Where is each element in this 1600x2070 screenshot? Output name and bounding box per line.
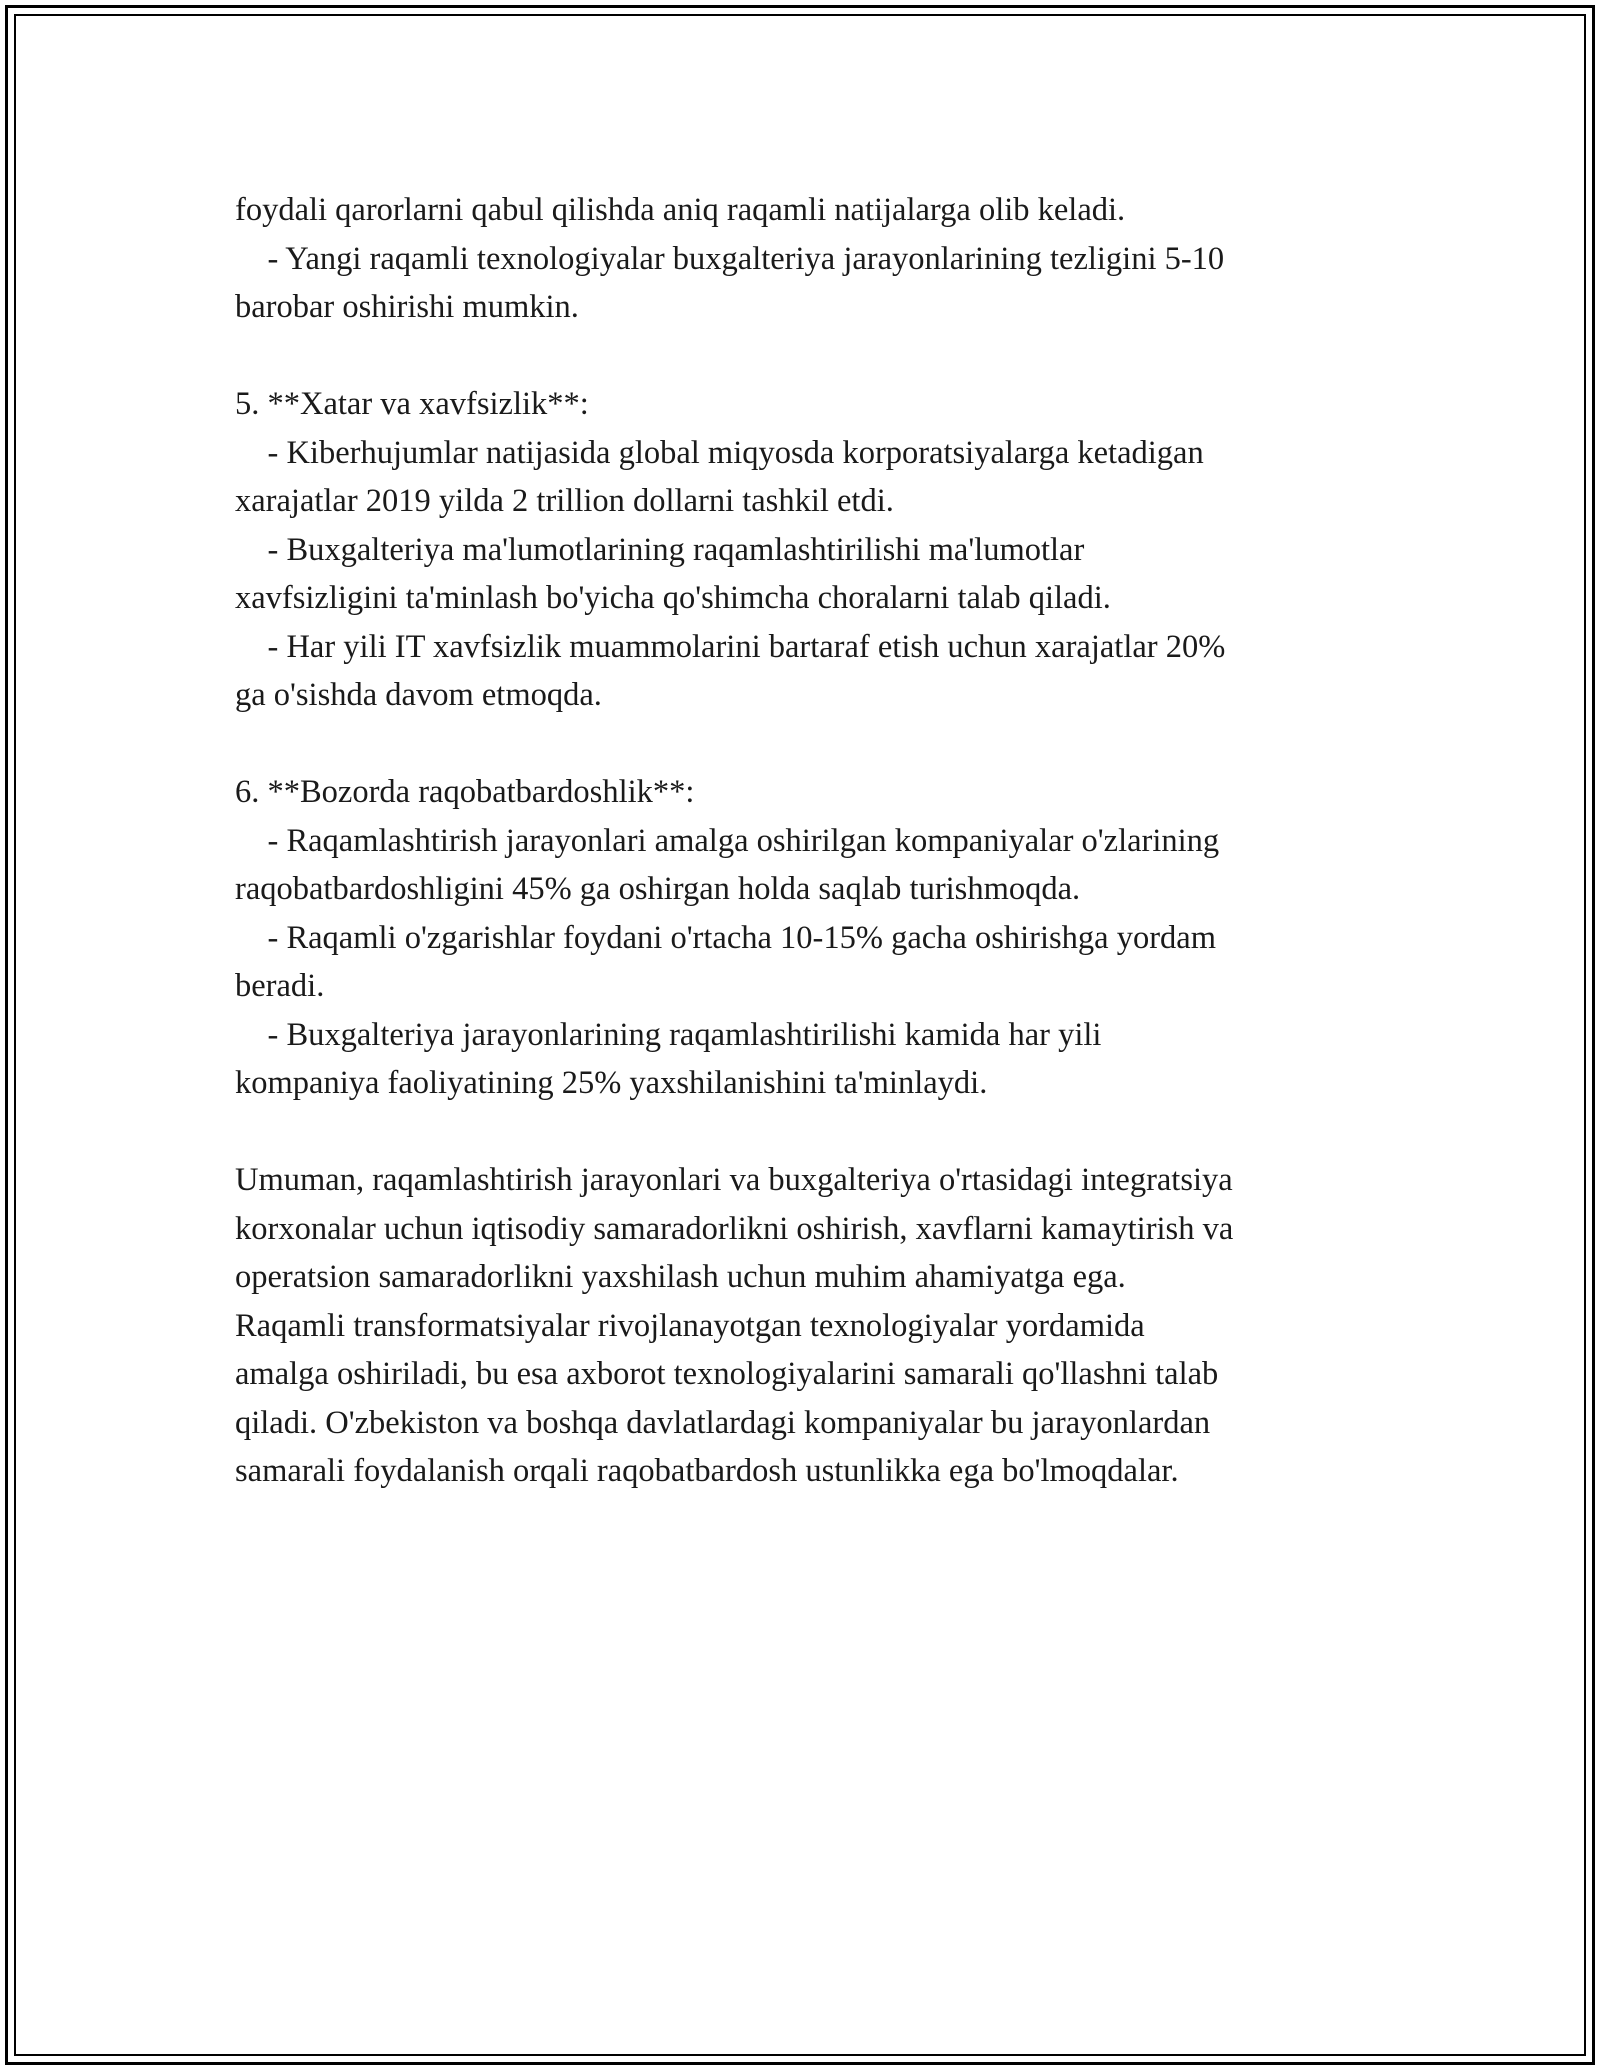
text-line: xarajatlar 2019 yilda 2 trillion dollarni tashkil etdi. <box>235 483 894 519</box>
text-line: - Raqamli o'zgarishlar foydani o'rtacha 10-15% gacha oshirishga yordam <box>235 919 1216 956</box>
text-line: 5. **Xatar va xavfsizlik**: <box>235 386 589 422</box>
text-line: korxonalar uchun iqtisodiy samaradorlikni oshirish, xavflarni kamaytirish va <box>235 1210 1234 1247</box>
text-line: foydali qarorlarni qabul qilishda aniq raqamli natijalarga olib keladi. <box>235 192 1126 228</box>
blank-line <box>235 1108 1385 1157</box>
text-line: qiladi. O'zbekiston va boshqa davlatlardagi kompaniyalar bu jarayonlardan <box>235 1404 1211 1441</box>
text-line: operatsion samaradorlikni yaxshilash uchun muhim ahamiyatga ega. <box>235 1259 1126 1295</box>
text-line: Raqamli transformatsiyalar rivojlanayotgan texnologiyalar yordamida <box>235 1307 1145 1344</box>
blank-line <box>235 720 1385 769</box>
blank-line <box>235 332 1385 381</box>
document-body <box>235 186 1385 1496</box>
text-line: - Buxgalteriya jarayonlarining raqamlashtirilishi kamida har yili <box>235 1016 1102 1053</box>
text-line: samarali foydalanish orqali raqobatbardosh ustunlikka ega bo'lmoqdalar. <box>235 1453 1179 1489</box>
text-line: - Yangi raqamli texnologiyalar buxgalteriya jarayonlarining tezligini 5-10 <box>235 240 1225 277</box>
text-line: barobar oshirishi mumkin. <box>235 289 579 325</box>
text-line: xavfsizligini ta'minlash bo'yicha qo'shimcha choralarni talab qiladi. <box>235 580 1111 616</box>
text-line: Umuman, raqamlashtirish jarayonlari va buxgalteriya o'rtasidagi integratsiya <box>235 1162 1233 1198</box>
text-line: - Kiberhujumlar natijasida global miqyosda korporatsiyalarga ketadigan <box>235 434 1204 471</box>
text-line: amalga oshiriladi, bu esa axborot texnologiyalarini samarali qo'llashni talab <box>235 1356 1219 1392</box>
text-line: beradi. <box>235 968 325 1004</box>
text-line: 6. **Bozorda raqobatbardoshlik**: <box>235 774 695 810</box>
text-line: raqobatbardoshligini 45% ga oshirgan holda saqlab turishmoqda. <box>235 871 1081 907</box>
text-line: ga o'sishda davom etmoqda. <box>235 677 602 713</box>
text-line: - Buxgalteriya ma'lumotlarining raqamlashtirilishi ma'lumotlar <box>235 531 1085 568</box>
text-line: - Raqamlashtirish jarayonlari amalga oshirilgan kompaniyalar o'zlarining <box>235 822 1220 859</box>
text-line: - Har yili IT xavfsizlik muammolarini bartaraf etish uchun xarajatlar 20% <box>235 628 1226 665</box>
text-line: kompaniya faoliyatining 25% yaxshilanishini ta'minlaydi. <box>235 1065 988 1101</box>
